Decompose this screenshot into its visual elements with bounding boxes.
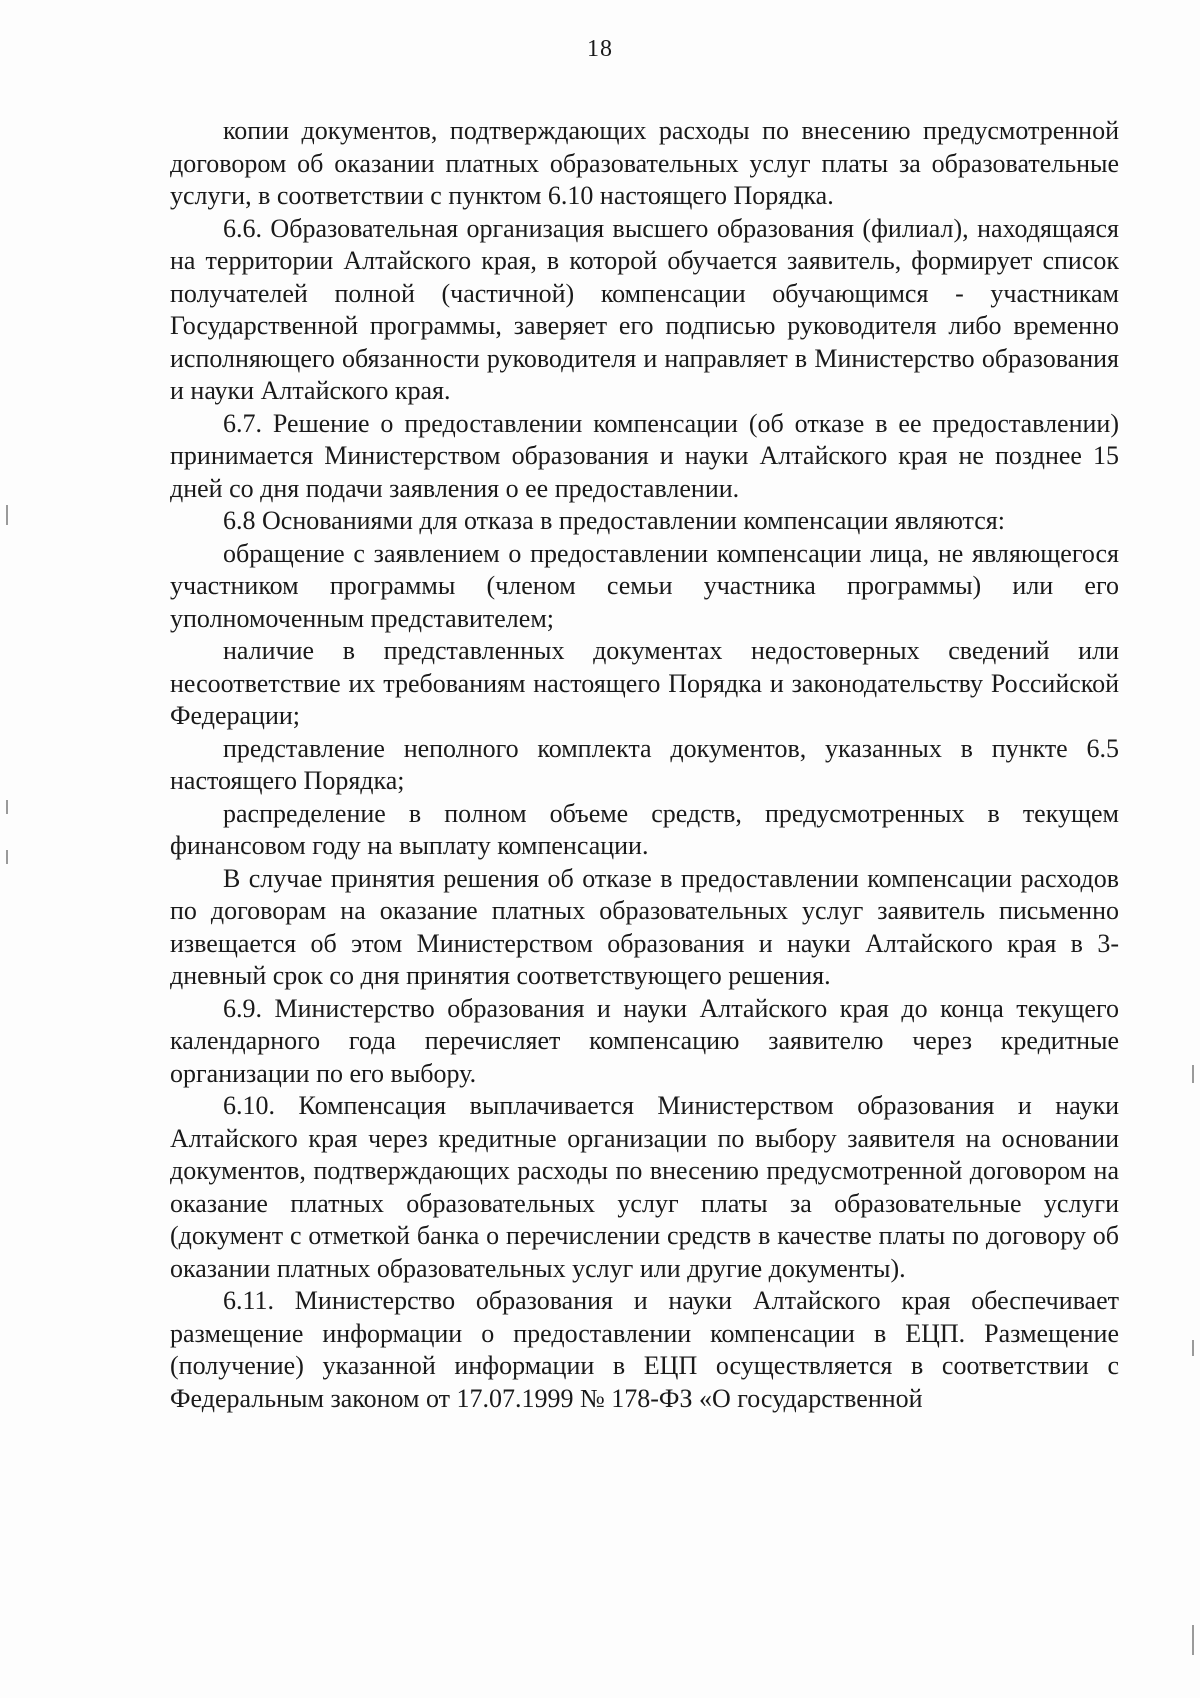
paragraph-6-8: 6.8 Основаниями для отказа в предоставлении компенсации являются: (223, 506, 1005, 535)
paragraph-refusal-ground-1: обращение с заявлением о предоставлении компенсации лица, не являющегося участником программы (членом семьи участника программы) или его уполномоченным представителем; (170, 538, 1119, 633)
document-body (170, 115, 1119, 1415)
page-number: 18 (587, 36, 613, 62)
scan-artifact (6, 800, 8, 814)
scan-artifact (1192, 1340, 1194, 1356)
scan-artifact (1192, 1625, 1194, 1655)
scan-artifact (6, 505, 8, 525)
paragraph-refusal-ground-3: представление неполного комплекта документов, указанных в пункте 6.5 настоящего Порядка; (170, 733, 1119, 795)
paragraph-refusal-ground-2: наличие в представленных документах недостоверных сведений или несоответствие их требованиям настоящего Порядка и законодательству Российской Федерации; (170, 636, 1119, 730)
scan-artifact (1192, 1065, 1194, 1083)
paragraph-refusal-ground-4: распределение в полном объеме средств, предусмотренных в текущем финансовом году на выплату компенсации. (170, 798, 1119, 860)
paragraph-6-6: 6.6. Образовательная организация высшего образования (филиал), находящаяся на территории Алтайского края, в которой обучается заявитель, формирует список получателей полной (частичной) компенсации обучающимся - участникам Государственной программы, заверяет его подписью руководителя либо временно исполняющего обязанности руководителя и направляет в Министерство образования и науки Алтайского края. (170, 213, 1119, 405)
paragraph-6-11: 6.11. Министерство образования и науки Алтайского края обеспечивает размещение информации о предоставлении компенсации в ЕЦП. Размещение (получение) указанной информации в ЕЦП осуществляется в соответствии с Федеральным законом от 17.07.1999 № 178-ФЗ «О государственной (170, 1286, 1119, 1413)
scan-artifact (6, 850, 8, 864)
paragraph-6-9: 6.9. Министерство образования и науки Алтайского края до конца текущего календарного года перечисляет компенсацию заявителю через кредитные организации по его выбору. (170, 993, 1119, 1088)
paragraph-refusal-notice: В случае принятия решения об отказе в предоставлении компенсации расходов по договорам на оказание платных образовательных услуг заявитель письменно извещается об этом Министерством образования и науки Алтайского края в 3-дневный срок со дня принятия соответствующего решения. (170, 863, 1119, 990)
paragraph-documents-copies: копии документов, подтверждающих расходы по внесению предусмотренной договором об оказании платных образовательных услуг платы за образовательные услуги, в соответствии с пунктом 6.10 настоящего Порядка. (170, 116, 1119, 210)
paragraph-6-7: 6.7. Решение о предоставлении компенсации (об отказе в ее предоставлении) принимается Министерством образования и науки Алтайского края не позднее 15 дней со дня подачи заявления о ее предоставлении. (170, 408, 1119, 503)
paragraph-6-10: 6.10. Компенсация выплачивается Министерством образования и науки Алтайского края через кредитные организации по выбору заявителя на основании документов, подтверждающих расходы по внесению предусмотренной договором на оказание платных образовательных услуг платы за образовательные услуги (документ с отметкой банка о перечислении средств в качестве платы по договору об оказании платных образовательных услуг или другие документы). (170, 1091, 1119, 1283)
